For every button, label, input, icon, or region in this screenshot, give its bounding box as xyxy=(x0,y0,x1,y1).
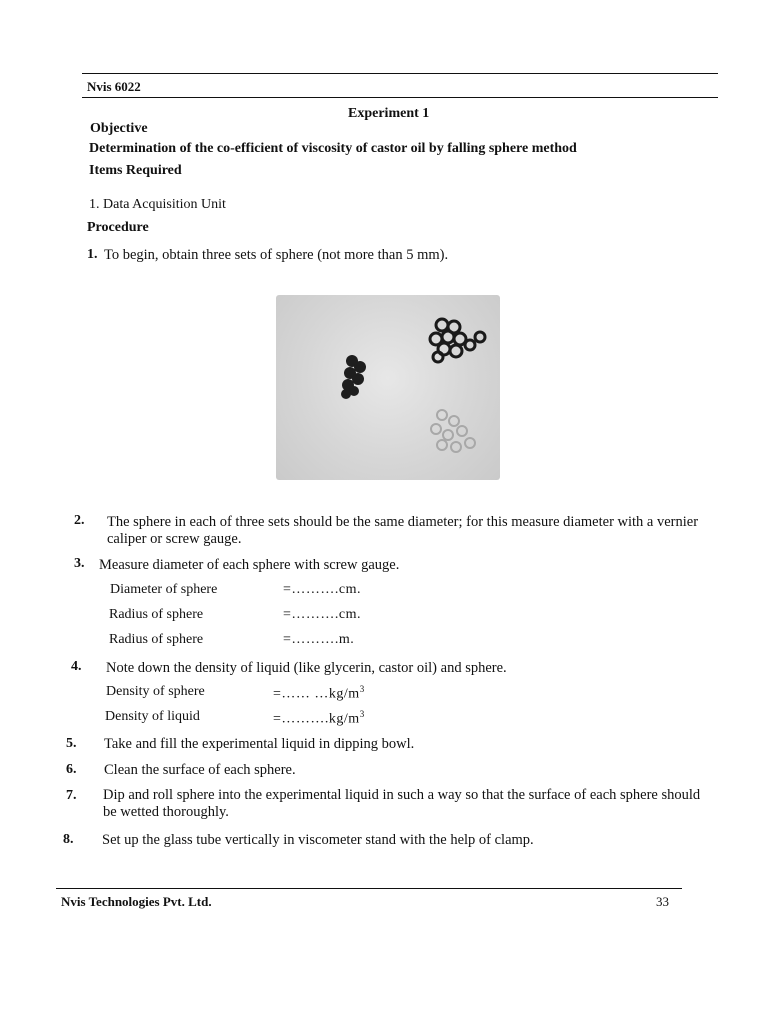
step-number: 1. xyxy=(87,247,98,262)
density-value: =……….kg/m xyxy=(273,711,360,727)
step-number: 5. xyxy=(66,736,77,751)
density-label: Density of sphere xyxy=(106,684,205,699)
step-text: Clean the surface of each sphere. xyxy=(104,762,296,778)
spheres-photo xyxy=(276,295,500,480)
step-text: The sphere in each of three sets should be the same diameter; for this measure diameter with a vernier caliper or screw gauge. xyxy=(107,514,699,547)
density-blank xyxy=(273,709,365,728)
step-text: Measure diameter of each sphere with screw gauge. xyxy=(99,557,400,573)
measurement-label: Diameter of sphere xyxy=(110,582,218,597)
step-number: 8. xyxy=(63,832,74,847)
spheres-image xyxy=(276,295,500,480)
page-number: 33 xyxy=(656,894,669,909)
density-value: =…… …kg/m xyxy=(273,686,360,702)
procedure-heading: Procedure xyxy=(87,220,149,235)
measurement-blank: =……….m. xyxy=(283,632,355,647)
step-number: 3. xyxy=(74,556,85,571)
step-number: 2. xyxy=(74,513,85,528)
measurement-label: Radius of sphere xyxy=(109,607,204,622)
density-unit-exponent: 3 xyxy=(359,684,365,694)
density-label: Density of liquid xyxy=(105,709,200,724)
step-text: Dip and roll sphere into the experimental liquid in such a way so that the surface of each sphere should be wetted thoroughly. xyxy=(103,787,701,820)
items-required-heading: Items Required xyxy=(89,163,182,178)
header-bottom-rule xyxy=(82,97,718,98)
footer-rule xyxy=(56,888,682,889)
step-text: To begin, obtain three sets of sphere (not more than 5 mm). xyxy=(104,247,449,263)
experiment-title: Experiment 1 xyxy=(348,106,430,121)
objective-text: Determination of the co-efficient of viscosity of castor oil by falling sphere method xyxy=(89,141,577,156)
step-number: 6. xyxy=(66,762,77,777)
footer-company: Nvis Technologies Pvt. Ltd. xyxy=(61,894,212,909)
doc-code: Nvis 6022 xyxy=(87,79,141,94)
step-text: Take and fill the experimental liquid in dipping bowl. xyxy=(104,736,415,752)
density-blank xyxy=(273,684,365,703)
measurement-blank: =……….cm. xyxy=(283,607,361,622)
measurement-blank: =……….cm. xyxy=(283,582,361,597)
step-number: 7. xyxy=(66,788,77,803)
measurement-label: Radius of sphere xyxy=(109,632,204,647)
step-number: 4. xyxy=(71,659,82,674)
step-text: Note down the density of liquid (like glycerin, castor oil) and sphere. xyxy=(106,660,507,676)
header-top-rule xyxy=(82,73,718,74)
objective-heading: Objective xyxy=(90,121,148,136)
step-text: Set up the glass tube vertically in viscometer stand with the help of clamp. xyxy=(102,832,534,848)
item-data-acquisition-unit: 1. Data Acquisition Unit xyxy=(89,197,226,212)
density-unit-exponent: 3 xyxy=(359,709,365,719)
